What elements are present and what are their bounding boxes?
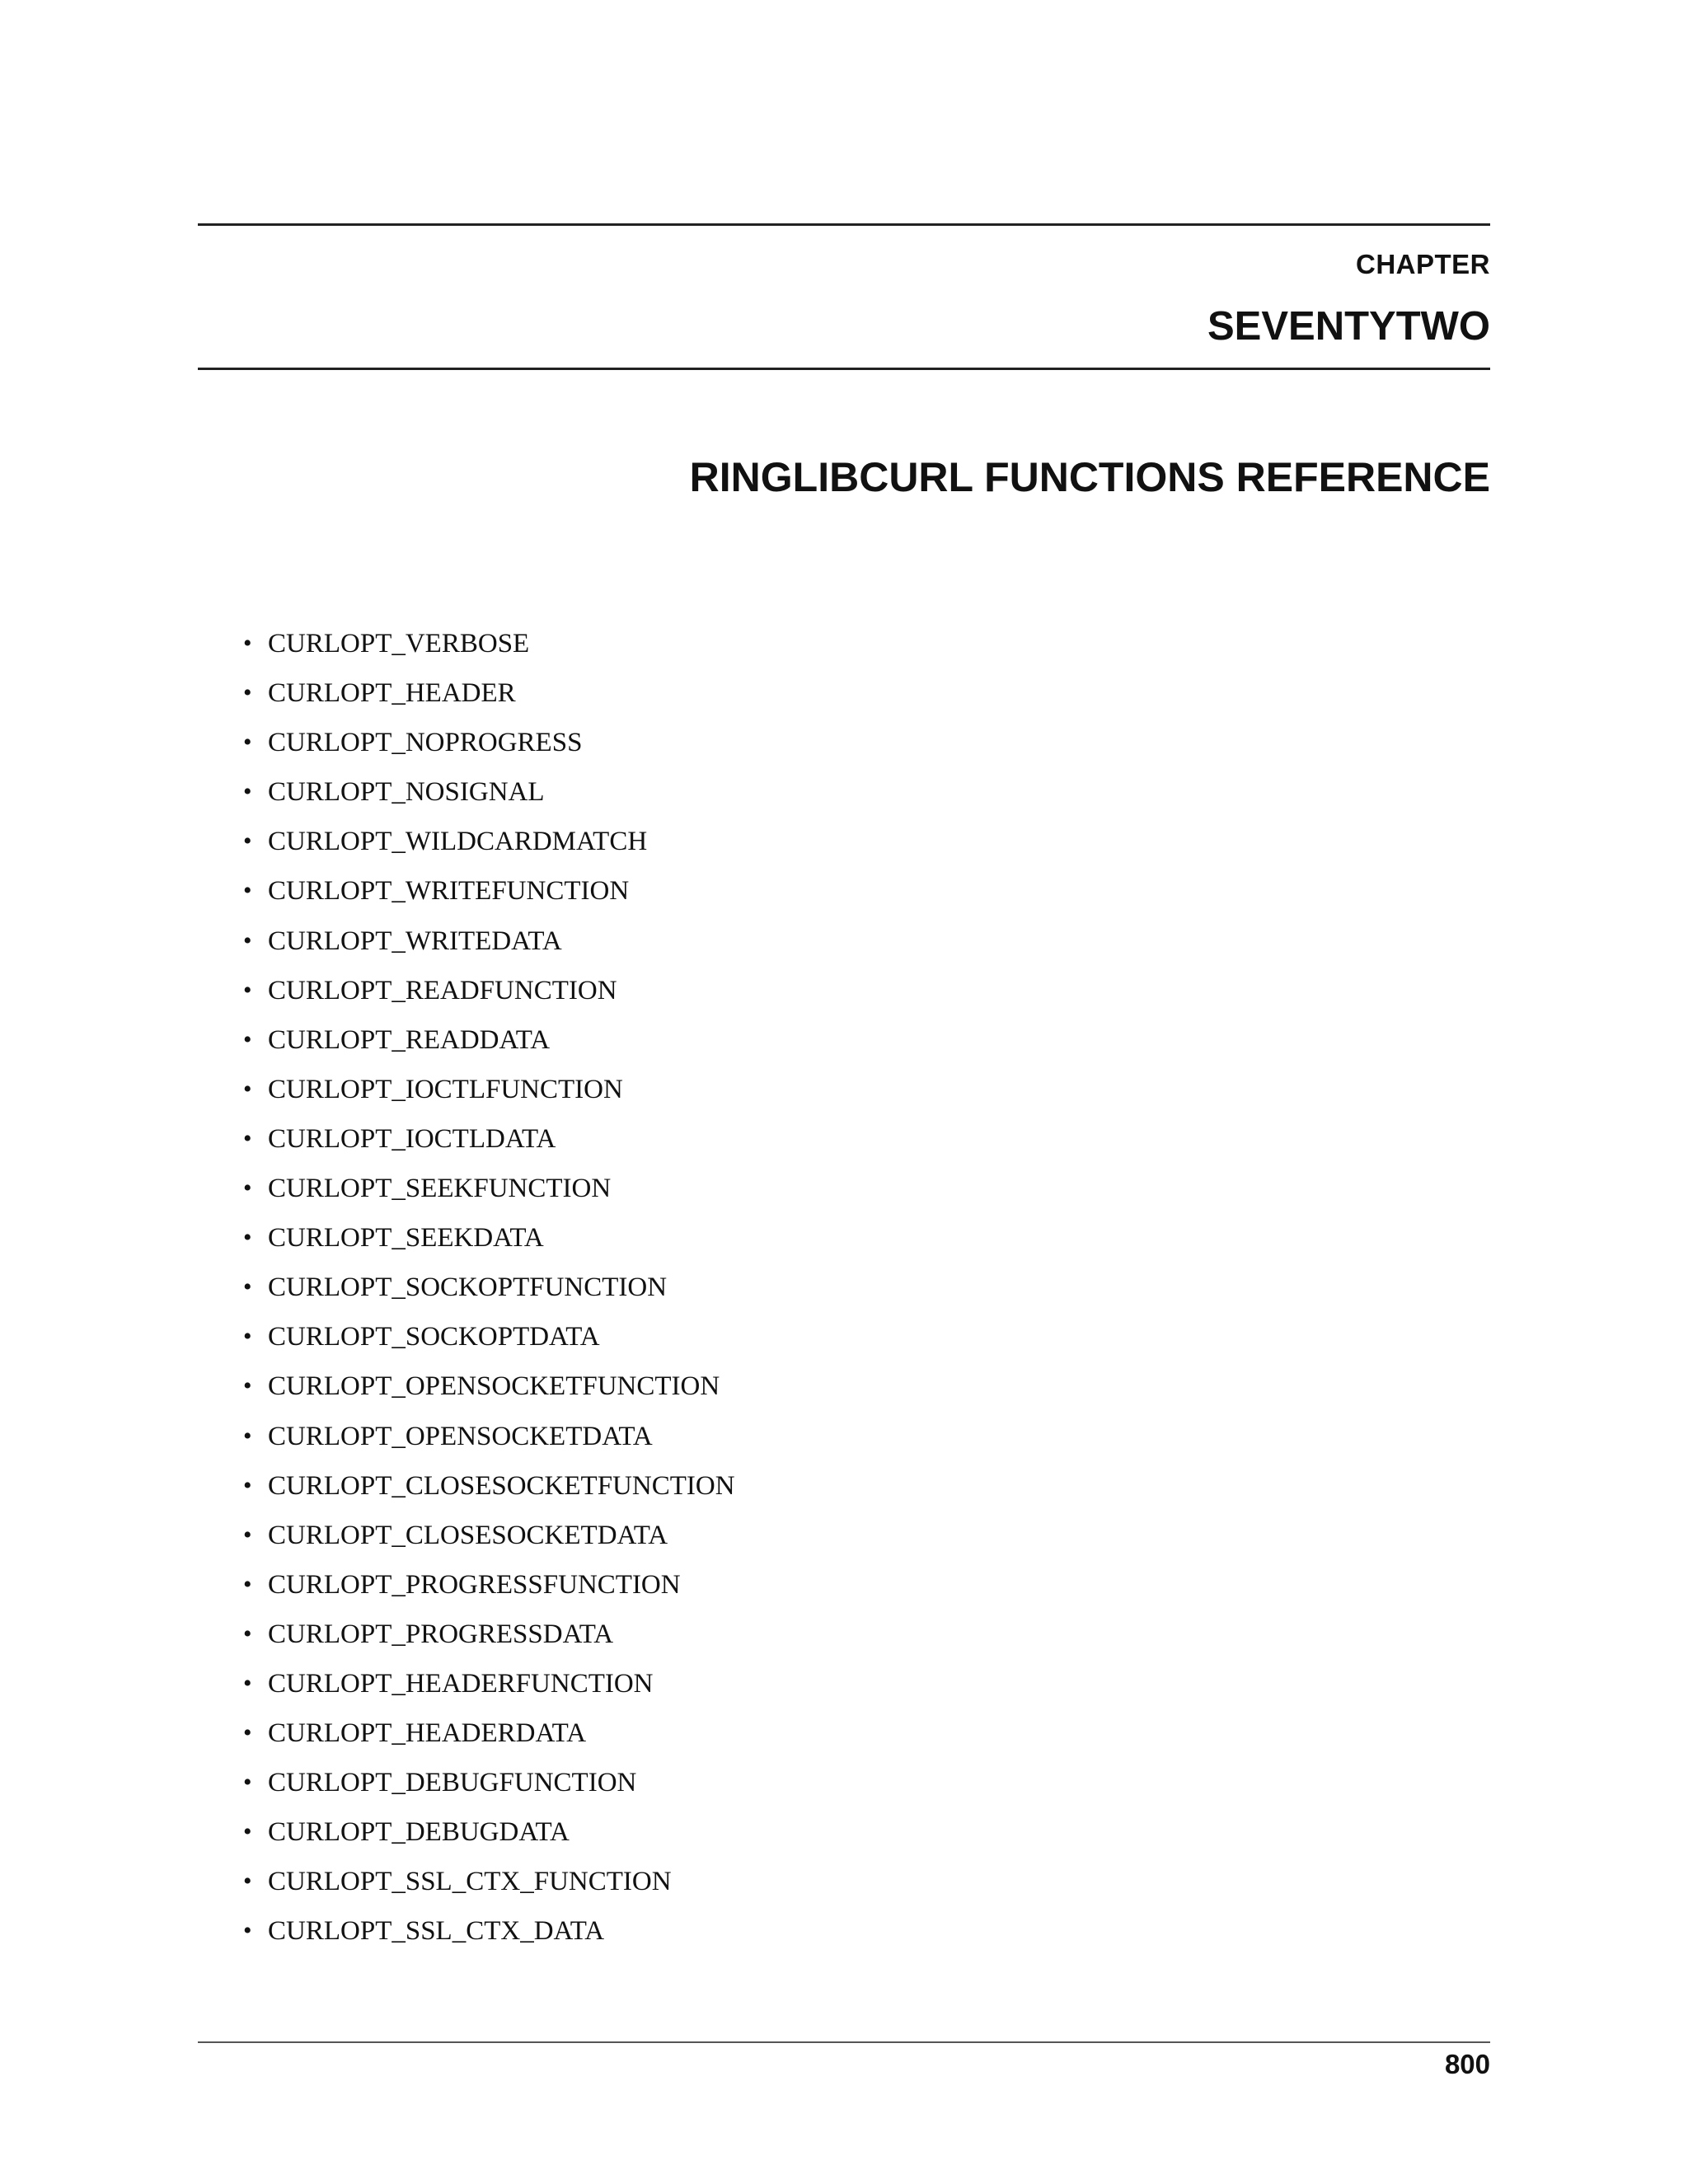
list-item <box>243 1664 735 1713</box>
list-item <box>243 1862 735 1911</box>
bullet-icon: • <box>243 1273 252 1301</box>
option-name: CURLOPT_IOCTLFUNCTION <box>268 1074 623 1104</box>
option-name: CURLOPT_SOCKOPTFUNCTION <box>268 1272 668 1303</box>
option-name: CURLOPT_SOCKOPTDATA <box>268 1322 600 1352</box>
list-item <box>243 871 735 921</box>
bullet-icon: • <box>243 729 252 757</box>
list-item <box>243 1119 735 1169</box>
section-title: RINGLIBCURL FUNCTIONS REFERENCE <box>689 454 1490 500</box>
list-item <box>243 624 735 673</box>
bullet-icon: • <box>243 827 252 855</box>
footer-rule <box>198 2041 1490 2043</box>
option-name: CURLOPT_DEBUGDATA <box>268 1817 570 1848</box>
list-item <box>243 673 735 723</box>
option-name: CURLOPT_SEEKFUNCTION <box>268 1174 612 1204</box>
list-item <box>243 1911 735 1961</box>
bullet-icon: • <box>243 1769 252 1797</box>
option-name: CURLOPT_NOSIGNAL <box>268 777 545 808</box>
list-item <box>243 1466 735 1516</box>
option-name: CURLOPT_HEADER <box>268 678 516 709</box>
list-item <box>243 1812 735 1862</box>
option-name: CURLOPT_HEADERFUNCTION <box>268 1668 654 1699</box>
list-item <box>243 1317 735 1366</box>
list-item <box>243 921 735 971</box>
list-item <box>243 1516 735 1565</box>
option-name: CURLOPT_SSL_CTX_FUNCTION <box>268 1867 672 1897</box>
option-name: CURLOPT_READDATA <box>268 1024 551 1055</box>
list-item <box>243 1417 735 1466</box>
option-name: CURLOPT_HEADERDATA <box>268 1718 587 1749</box>
chapter-number: SEVENTYTWO <box>1207 304 1490 349</box>
bullet-icon: • <box>243 1521 252 1549</box>
list-item <box>243 1565 735 1615</box>
page-number: 800 <box>1444 2049 1490 2079</box>
bullet-icon: • <box>243 1719 252 1747</box>
bullet-icon: • <box>243 976 252 1004</box>
bullet-icon: • <box>243 1372 252 1400</box>
option-name: CURLOPT_PROGRESSFUNCTION <box>268 1569 681 1600</box>
list-item <box>243 1713 735 1763</box>
bullet-icon: • <box>243 1174 252 1202</box>
option-name: CURLOPT_WRITEFUNCTION <box>268 876 630 907</box>
bullet-icon: • <box>243 1323 252 1351</box>
option-name: CURLOPT_IOCTLDATA <box>268 1123 556 1154</box>
bullet-icon: • <box>243 1868 252 1896</box>
list-item <box>243 971 735 1020</box>
bullet-icon: • <box>243 1075 252 1103</box>
option-name: CURLOPT_READFUNCTION <box>268 975 617 1005</box>
list-item <box>243 1169 735 1218</box>
bullet-icon: • <box>243 1917 252 1945</box>
curlopt-list <box>243 624 735 1961</box>
chapter-top-rule <box>198 223 1490 226</box>
option-name: CURLOPT_OPENSOCKETFUNCTION <box>268 1371 720 1402</box>
bullet-icon: • <box>243 1025 252 1053</box>
bullet-icon: • <box>243 679 252 707</box>
list-item <box>243 1268 735 1317</box>
bullet-icon: • <box>243 1471 252 1499</box>
option-name: CURLOPT_SEEKDATA <box>268 1223 544 1254</box>
list-item <box>243 1366 735 1416</box>
list-item <box>243 1070 735 1119</box>
list-item <box>243 723 735 772</box>
list-item <box>243 1763 735 1812</box>
option-name: CURLOPT_CLOSESOCKETDATA <box>268 1520 668 1550</box>
bullet-icon: • <box>243 1422 252 1450</box>
option-name: CURLOPT_PROGRESSDATA <box>268 1619 614 1649</box>
bullet-icon: • <box>243 877 252 905</box>
list-item <box>243 822 735 871</box>
list-item <box>243 772 735 822</box>
bullet-icon: • <box>243 1124 252 1152</box>
chapter-label: CHAPTER <box>1355 249 1490 279</box>
chapter-bottom-rule <box>198 368 1490 370</box>
option-name: CURLOPT_WILDCARDMATCH <box>268 827 648 857</box>
bullet-icon: • <box>243 1224 252 1252</box>
option-name: CURLOPT_SSL_CTX_DATA <box>268 1916 605 1947</box>
option-name: CURLOPT_VERBOSE <box>268 629 530 658</box>
bullet-icon: • <box>243 630 252 657</box>
bullet-icon: • <box>243 1669 252 1697</box>
option-name: CURLOPT_OPENSOCKETDATA <box>268 1421 653 1451</box>
bullet-icon: • <box>243 926 252 954</box>
list-item <box>243 1615 735 1664</box>
option-name: CURLOPT_NOPROGRESS <box>268 728 583 758</box>
bullet-icon: • <box>243 1619 252 1647</box>
list-item <box>243 1218 735 1268</box>
list-item <box>243 1020 735 1070</box>
option-name: CURLOPT_CLOSESOCKETFUNCTION <box>268 1470 735 1501</box>
option-name: CURLOPT_DEBUGFUNCTION <box>268 1768 637 1798</box>
bullet-icon: • <box>243 1818 252 1846</box>
option-name: CURLOPT_WRITEDATA <box>268 926 562 956</box>
bullet-icon: • <box>243 778 252 806</box>
bullet-icon: • <box>243 1570 252 1598</box>
